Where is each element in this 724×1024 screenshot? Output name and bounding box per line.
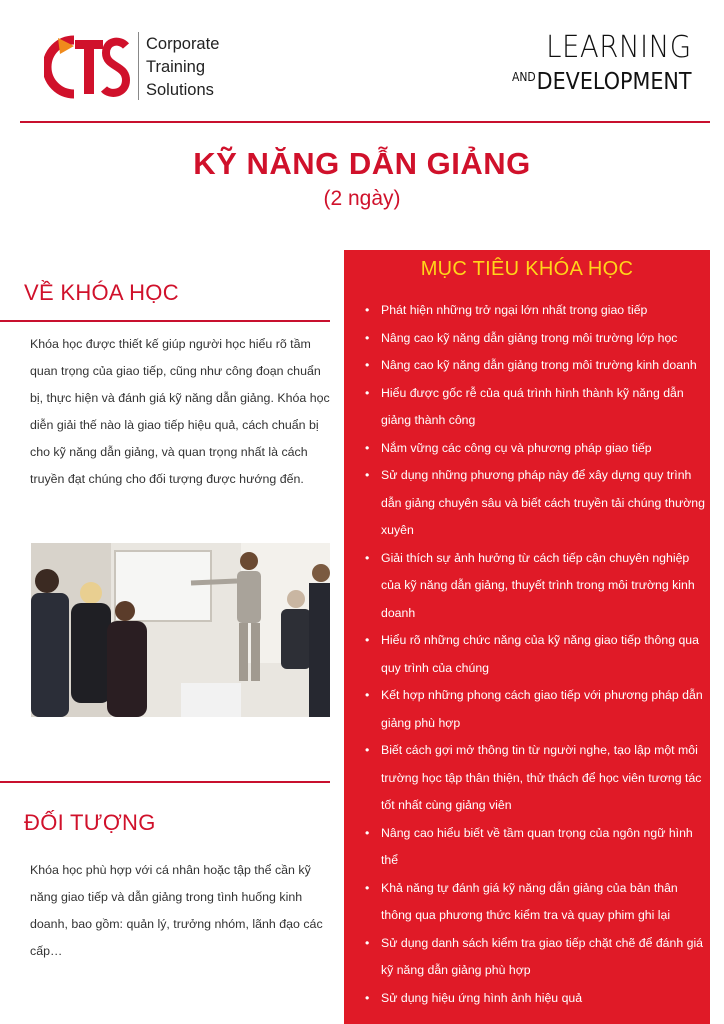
learning-development-logo	[492, 32, 692, 95]
objective-item: • Biết cách gợi mở thông tin từ người nghe, tạo lập một môi trường học tập thân thiện, thử thách để học viên tương tác tốt nhất cùng giảng viên	[344, 737, 710, 820]
cts-logo-icon	[44, 34, 130, 100]
ld-development-line	[512, 64, 692, 95]
audience-rule	[0, 781, 330, 783]
training-photo	[31, 543, 330, 717]
objective-item: • Sử dụng danh sách kiểm tra giao tiếp chặt chẽ để đánh giá kỹ năng dẫn giảng phù hợp	[344, 930, 710, 985]
objective-item: • Nâng cao hiểu biết về tầm quan trọng của ngôn ngữ hình thể	[344, 820, 710, 875]
logo-divider	[138, 32, 139, 100]
objective-item: • Giải thích sự ảnh hưởng từ cách tiếp cận chuyên nghiệp của kỹ năng dẫn giảng, thuyết trình trong môi trường kinh doanh	[344, 545, 710, 628]
company-name	[146, 33, 219, 102]
objective-item: • Sử dụng hiệu ứng hình ảnh hiệu quả	[344, 985, 710, 1013]
objective-item: • Nâng cao kỹ năng dẫn giảng trong môi trường lớp học	[344, 325, 710, 353]
objectives-panel	[344, 250, 710, 1024]
page-subtitle: (2 ngày)	[323, 187, 401, 210]
objective-item: • Khả năng tự đánh giá kỹ năng dẫn giảng của bản thân thông qua phương thức kiểm tra và quay phim ghi lại	[344, 875, 710, 930]
objectives-list	[344, 297, 710, 1012]
ld-learning: LEARNING	[546, 30, 692, 65]
company-name-line: Corporate	[146, 35, 220, 53]
ld-and: AND	[512, 70, 537, 84]
objectives-heading: MỤC TIÊU KHÓA HỌC	[420, 258, 634, 280]
audience-heading: ĐỐI TƯỢNG	[24, 810, 156, 835]
company-name-line: Training	[146, 58, 205, 76]
company-name-line: Solutions	[146, 81, 214, 99]
objective-item: • Kết hợp những phong cách giao tiếp với phương pháp dẫn giảng phù hợp	[344, 682, 710, 737]
page-title: KỸ NĂNG DẪN GIẢNG	[193, 146, 531, 181]
objective-item: • Sử dụng những phương pháp này để xây dựng quy trình dẫn giảng chuyên sâu và biết cách truyền tải chúng thường xuyên	[344, 462, 710, 545]
objective-item: • Hiểu rõ những chức năng của kỹ năng giao tiếp thông qua quy trình của chúng	[344, 627, 710, 682]
objective-item: • Nắm vững các công cụ và phương pháp giao tiếp	[344, 435, 710, 463]
audience-paragraph: Khóa học phù hợp với cá nhân hoặc tập thể cần kỹ năng giao tiếp và dẫn giảng trong tình huống kinh doanh, bao gồm: quản lý, trưởng nhóm, lãnh đạo các cấp…	[30, 863, 323, 958]
about-paragraph: Khóa học được thiết kế giúp người học hiểu rõ tầm quan trọng của giao tiếp, cũng như công đoạn chuẩn bị, thực hiện và đánh giá kỹ năng dẫn giảng. Khóa học diễn giải thế nào là giao tiếp hiệu quả, cách chuẩn bị cho kỹ năng dẫn giảng, và quan trọng nhất là cách truyền đạt chúng cho đối tượng được hướng đến.	[30, 337, 330, 486]
objective-item: • Phát hiện những trở ngại lớn nhất trong giao tiếp	[344, 297, 710, 325]
about-heading: VỀ KHÓA HỌC	[24, 280, 179, 305]
objective-item: • Nâng cao kỹ năng dẫn giảng trong môi trường kinh doanh	[344, 352, 710, 380]
header-rule	[20, 121, 710, 123]
objective-item: • Hiểu được gốc rễ của quá trình hình thành kỹ năng dẫn giảng thành công	[344, 380, 710, 435]
ld-development: DEVELOPMENT	[537, 69, 692, 95]
about-rule	[0, 320, 330, 322]
